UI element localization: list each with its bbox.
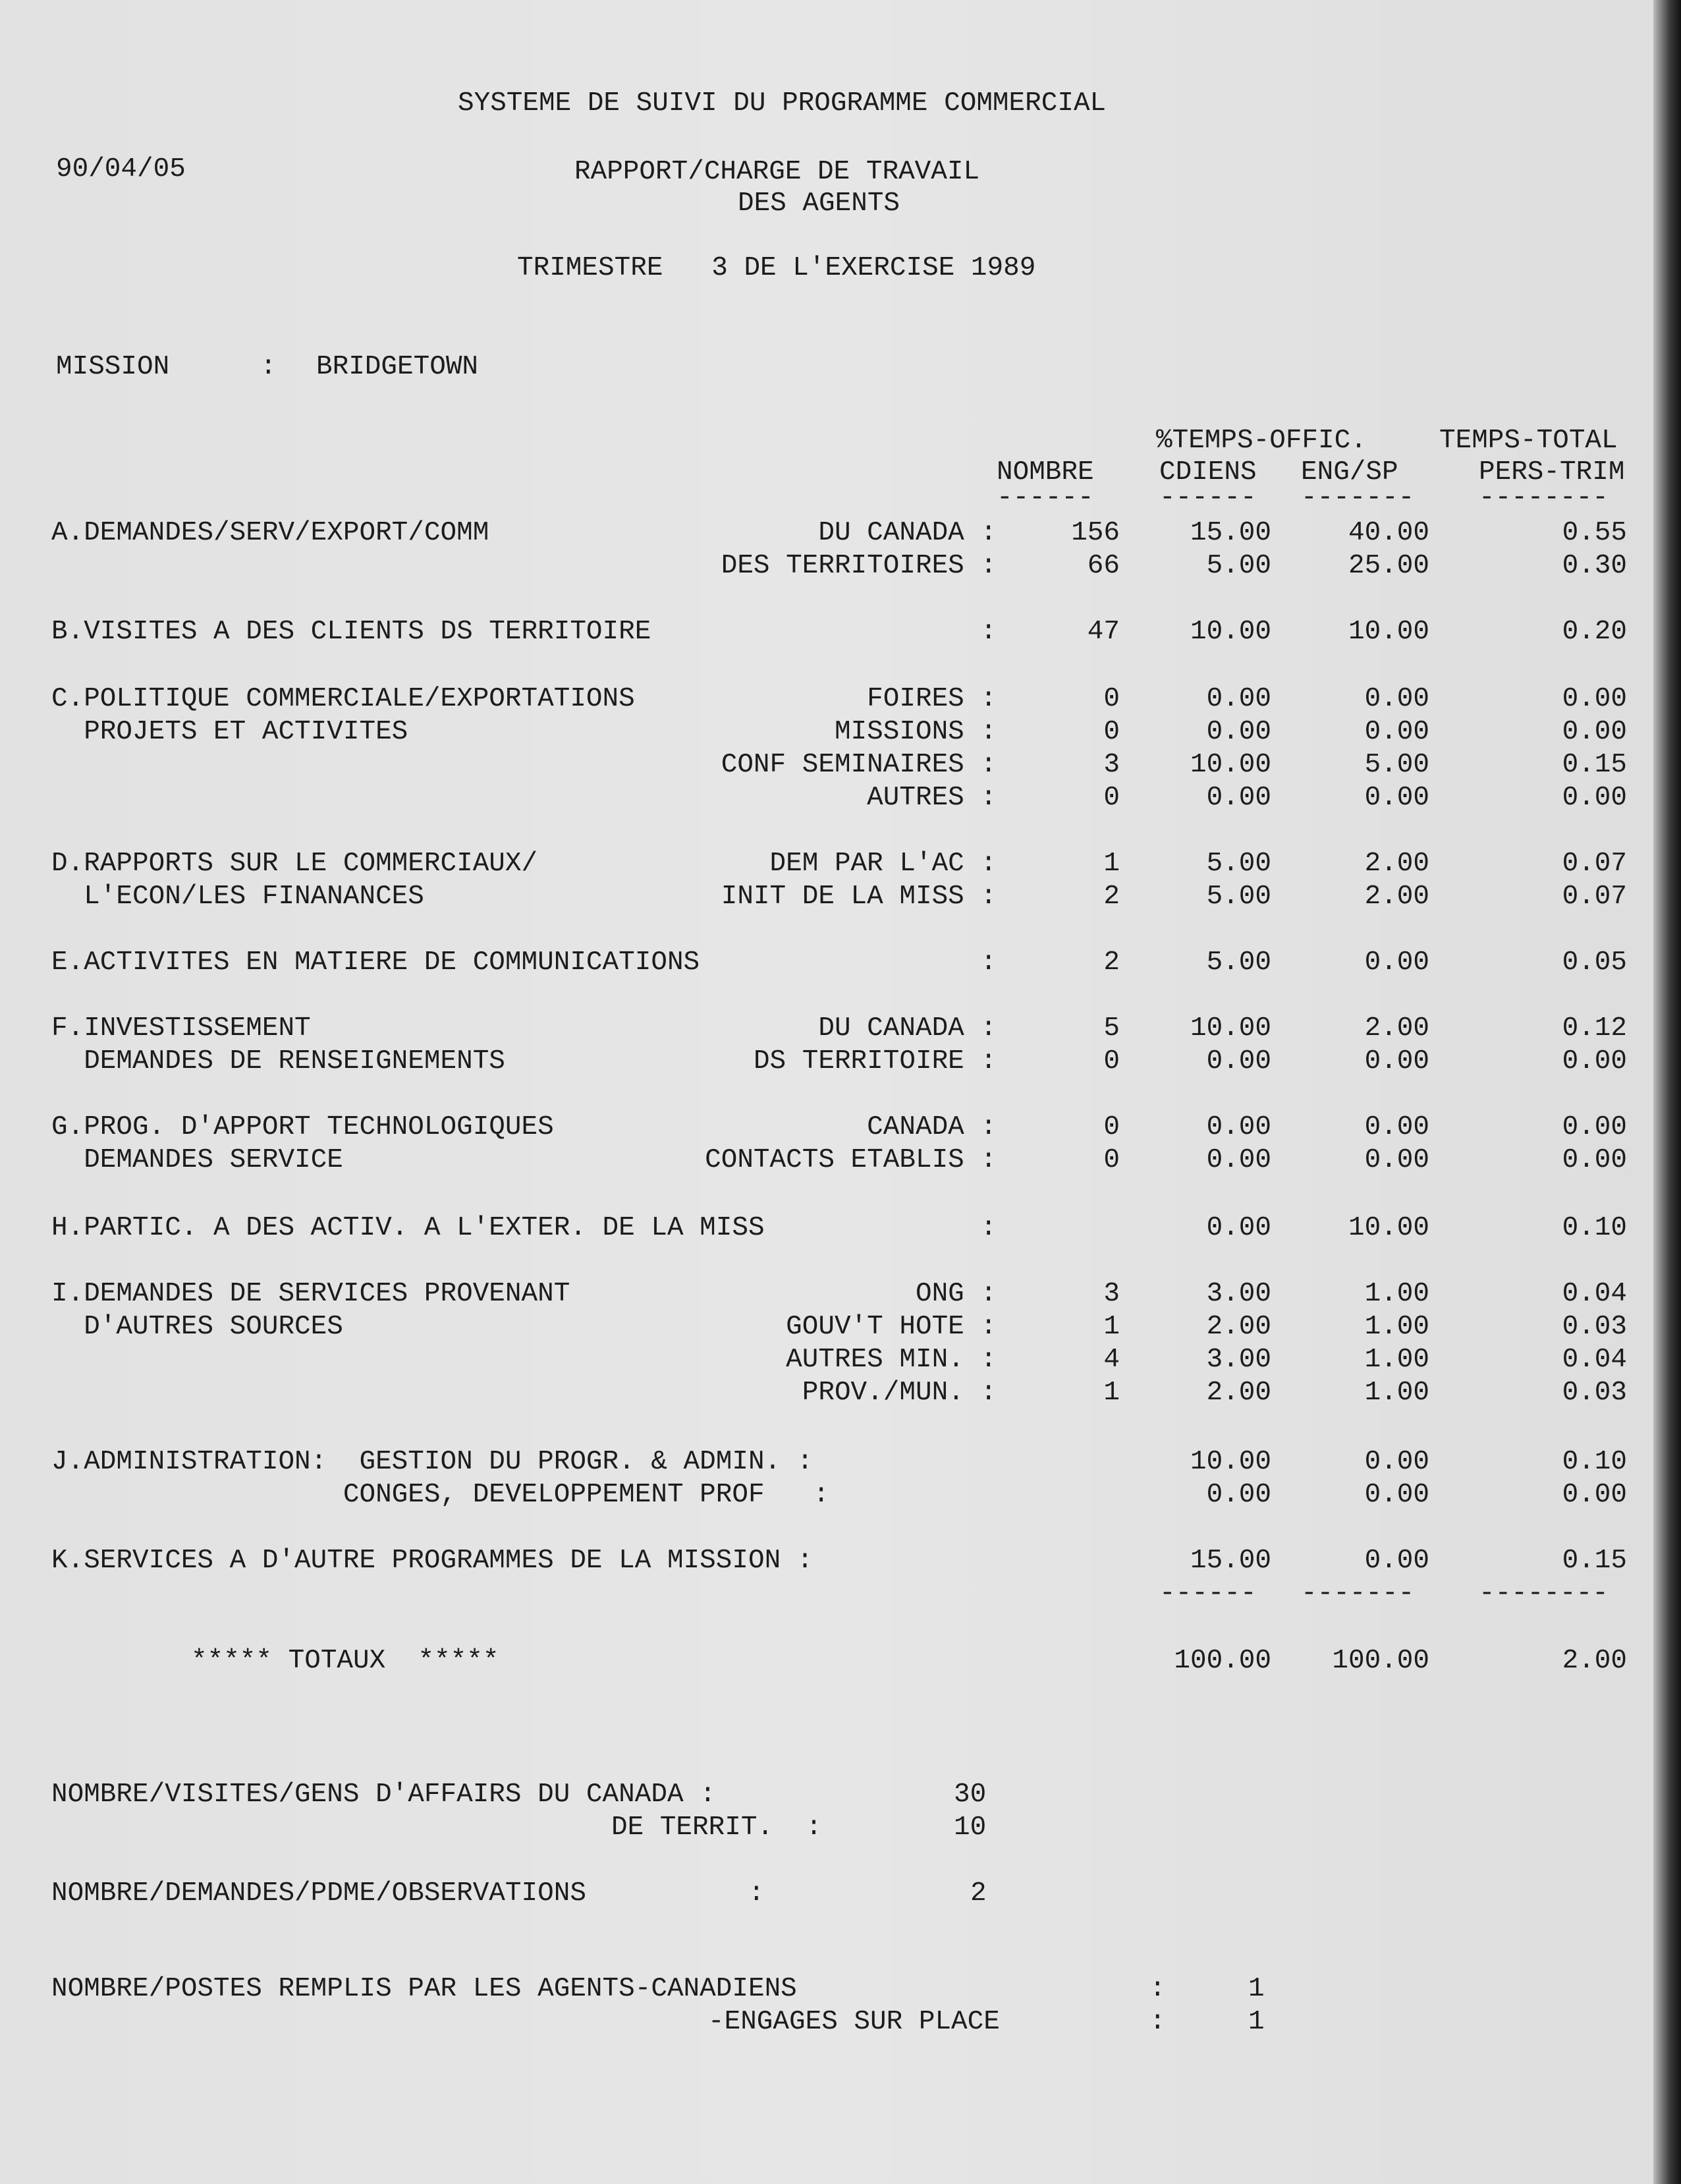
row-engsp: 0.00: [1364, 717, 1429, 747]
report-period: TRIMESTRE 3 DE L'EXERCISE 1989: [517, 253, 1036, 283]
row-cdiens: 10.00: [1190, 750, 1271, 780]
mission-label: MISSION: [56, 352, 170, 382]
row-label: H.PARTIC. A DES ACTIV. A L'EXTER. DE LA MISS: [51, 1213, 765, 1243]
row-nombre: 2: [1103, 947, 1120, 978]
row-label: K.SERVICES A D'AUTRE PROGRAMMES DE LA MISSION :: [51, 1546, 813, 1576]
row-sublabel: DU CANADA :: [818, 518, 997, 548]
col-group-temps-offic: %TEMPS-OFFIC.: [1156, 426, 1367, 456]
col-underline-cdiens: ------: [1159, 483, 1257, 513]
visits-canada-value: 30: [954, 1779, 987, 1810]
row-nombre: 0: [1103, 1145, 1120, 1175]
row-engsp: 10.00: [1348, 617, 1429, 647]
row-label: D.RAPPORTS SUR LE COMMERCIAUX/: [51, 849, 538, 879]
row-cdiens: 0.00: [1206, 783, 1271, 813]
row-label: C.POLITIQUE COMMERCIALE/EXPORTATIONS: [51, 684, 635, 714]
page-binding-edge: [1653, 0, 1681, 2184]
row-perstrim: 0.00: [1562, 717, 1627, 747]
report-subtitle: DES AGENTS: [738, 188, 900, 219]
row-engsp: 2.00: [1364, 1013, 1429, 1044]
row-sublabel: ONG :: [915, 1279, 997, 1309]
col-header-cdiens: CDIENS: [1159, 457, 1257, 488]
row-sublabel: :: [980, 1213, 997, 1243]
total-underline-engsp: -------: [1301, 1579, 1415, 1609]
row-perstrim: 0.15: [1562, 1546, 1627, 1576]
postes-canadiens-sep: :: [1149, 1974, 1166, 2004]
pdme-value: 2: [970, 1878, 987, 1909]
row-label: L'ECON/LES FINANANCES: [51, 882, 424, 912]
row-cdiens: 0.00: [1206, 684, 1271, 714]
row-sublabel: PROV./MUN. :: [802, 1378, 997, 1408]
row-perstrim: 0.55: [1562, 518, 1627, 548]
postes-canadiens-label: NOMBRE/POSTES REMPLIS PAR LES AGENTS-CANADIENS: [51, 1974, 797, 2004]
row-sublabel: AUTRES :: [867, 783, 997, 813]
row-nombre: 0: [1103, 783, 1120, 813]
mission-separator: :: [260, 352, 277, 382]
total-underline-cdiens: ------: [1159, 1579, 1257, 1609]
row-sublabel: CONF SEMINAIRES :: [721, 750, 997, 780]
row-engsp: 2.00: [1364, 849, 1429, 879]
row-sublabel: :: [980, 947, 997, 978]
row-label: DEMANDES DE RENSEIGNEMENTS: [51, 1046, 505, 1077]
row-engsp: 40.00: [1348, 518, 1429, 548]
row-cdiens: 15.00: [1190, 518, 1271, 548]
row-cdiens: 5.00: [1206, 882, 1271, 912]
row-nombre: 1: [1103, 1312, 1120, 1342]
row-label: PROJETS ET ACTIVITES: [51, 717, 408, 747]
total-engsp: 100.00: [1332, 1646, 1429, 1676]
col-group-temps-total: TEMPS-TOTAL: [1439, 426, 1618, 456]
row-label: CONGES, DEVELOPPEMENT PROF :: [51, 1480, 829, 1510]
row-nombre: 5: [1103, 1013, 1120, 1044]
row-label: A.DEMANDES/SERV/EXPORT/COMM: [51, 518, 489, 548]
row-perstrim: 0.03: [1562, 1312, 1627, 1342]
row-sublabel: CONTACTS ETABLIS :: [705, 1145, 997, 1175]
row-engsp: 25.00: [1348, 551, 1429, 581]
col-underline-engsp: -------: [1301, 483, 1415, 513]
row-sublabel: DU CANADA :: [818, 1013, 997, 1044]
row-perstrim: 0.30: [1562, 551, 1627, 581]
row-cdiens: 5.00: [1206, 551, 1271, 581]
row-engsp: 0.00: [1364, 783, 1429, 813]
row-cdiens: 15.00: [1190, 1546, 1271, 1576]
row-label: I.DEMANDES DE SERVICES PROVENANT: [51, 1279, 570, 1309]
row-cdiens: 0.00: [1206, 1046, 1271, 1077]
row-label: G.PROG. D'APPORT TECHNOLOGIQUES: [51, 1112, 554, 1142]
row-engsp: 0.00: [1364, 1145, 1429, 1175]
row-sublabel: DS TERRITOIRE :: [753, 1046, 997, 1077]
row-perstrim: 0.00: [1562, 684, 1627, 714]
row-sublabel: GOUV'T HOTE :: [786, 1312, 997, 1342]
row-perstrim: 0.00: [1562, 1112, 1627, 1142]
row-nombre: 0: [1103, 1112, 1120, 1142]
row-engsp: 1.00: [1364, 1312, 1429, 1342]
row-nombre: 156: [1071, 518, 1120, 548]
row-nombre: 3: [1103, 1279, 1120, 1309]
col-header-engsp: ENG/SP: [1301, 457, 1398, 488]
system-title: SYSTEME DE SUIVI DU PROGRAMME COMMERCIAL: [458, 88, 1107, 119]
row-engsp: 0.00: [1364, 1546, 1429, 1576]
row-cdiens: 5.00: [1206, 947, 1271, 978]
col-header-nombre: NOMBRE: [997, 457, 1094, 488]
report-date: 90/04/05: [56, 154, 186, 184]
row-perstrim: 0.10: [1562, 1447, 1627, 1477]
col-header-perstrim: PERS-TRIM: [1479, 457, 1625, 488]
row-perstrim: 0.15: [1562, 750, 1627, 780]
row-sublabel: :: [980, 617, 997, 647]
row-cdiens: 5.00: [1206, 849, 1271, 879]
row-engsp: 1.00: [1364, 1279, 1429, 1309]
row-cdiens: 2.00: [1206, 1378, 1271, 1408]
row-perstrim: 0.03: [1562, 1378, 1627, 1408]
row-sublabel: DES TERRITOIRES :: [721, 551, 997, 581]
row-cdiens: 10.00: [1190, 617, 1271, 647]
row-nombre: 66: [1087, 551, 1120, 581]
row-perstrim: 0.00: [1562, 1145, 1627, 1175]
row-engsp: 0.00: [1364, 1480, 1429, 1510]
row-cdiens: 10.00: [1190, 1447, 1271, 1477]
report-title: RAPPORT/CHARGE DE TRAVAIL: [574, 157, 980, 187]
row-nombre: 0: [1103, 684, 1120, 714]
row-sublabel: CANADA :: [867, 1112, 997, 1142]
row-nombre: 2: [1103, 882, 1120, 912]
row-nombre: 3: [1103, 750, 1120, 780]
visits-territ-label: DE TERRIT. :: [611, 1812, 822, 1843]
row-nombre: 47: [1087, 617, 1120, 647]
row-label: D'AUTRES SOURCES: [51, 1312, 343, 1342]
row-engsp: 0.00: [1364, 1046, 1429, 1077]
col-underline-perstrim: --------: [1479, 483, 1609, 513]
row-cdiens: 0.00: [1206, 1213, 1271, 1243]
postes-local-label: -ENGAGES SUR PLACE: [708, 2007, 1000, 2037]
row-cdiens: 2.00: [1206, 1312, 1271, 1342]
total-perstrim: 2.00: [1562, 1646, 1627, 1676]
row-sublabel: MISSIONS :: [834, 717, 997, 747]
row-sublabel: FOIRES :: [867, 684, 997, 714]
row-perstrim: 0.07: [1562, 849, 1627, 879]
row-cdiens: 0.00: [1206, 1145, 1271, 1175]
total-cdiens: 100.00: [1174, 1646, 1271, 1676]
row-cdiens: 0.00: [1206, 1480, 1271, 1510]
row-sublabel: DEM PAR L'AC :: [769, 849, 997, 879]
row-label: DEMANDES SERVICE: [51, 1145, 343, 1175]
row-engsp: 0.00: [1364, 1112, 1429, 1142]
row-perstrim: 0.00: [1562, 783, 1627, 813]
row-cdiens: 3.00: [1206, 1345, 1271, 1375]
row-sublabel: INIT DE LA MISS :: [721, 882, 997, 912]
row-perstrim: 0.10: [1562, 1213, 1627, 1243]
postes-canadiens-value: 1: [1248, 1974, 1265, 2004]
row-cdiens: 10.00: [1190, 1013, 1271, 1044]
visits-canada-label: NOMBRE/VISITES/GENS D'AFFAIRS DU CANADA :: [51, 1779, 716, 1810]
row-engsp: 0.00: [1364, 684, 1429, 714]
row-nombre: 4: [1103, 1345, 1120, 1375]
row-nombre: 1: [1103, 849, 1120, 879]
row-engsp: 5.00: [1364, 750, 1429, 780]
col-underline-nombre: ------: [997, 483, 1094, 513]
row-nombre: 0: [1103, 717, 1120, 747]
row-perstrim: 0.12: [1562, 1013, 1627, 1044]
row-engsp: 10.00: [1348, 1213, 1429, 1243]
postes-local-value: 1: [1248, 2007, 1265, 2037]
row-cdiens: 0.00: [1206, 1112, 1271, 1142]
row-engsp: 2.00: [1364, 882, 1429, 912]
row-perstrim: 0.20: [1562, 617, 1627, 647]
postes-local-sep: :: [1149, 2007, 1166, 2037]
row-engsp: 1.00: [1364, 1345, 1429, 1375]
row-label: E.ACTIVITES EN MATIERE DE COMMUNICATIONS: [51, 947, 700, 978]
row-sublabel: AUTRES MIN. :: [786, 1345, 997, 1375]
row-perstrim: 0.04: [1562, 1279, 1627, 1309]
row-perstrim: 0.04: [1562, 1345, 1627, 1375]
row-engsp: 0.00: [1364, 947, 1429, 978]
row-perstrim: 0.00: [1562, 1046, 1627, 1077]
row-cdiens: 3.00: [1206, 1279, 1271, 1309]
row-cdiens: 0.00: [1206, 717, 1271, 747]
row-perstrim: 0.05: [1562, 947, 1627, 978]
totals-label: ***** TOTAUX *****: [191, 1646, 499, 1676]
row-nombre: 0: [1103, 1046, 1120, 1077]
row-engsp: 0.00: [1364, 1447, 1429, 1477]
mission-value: BRIDGETOWN: [316, 352, 479, 382]
row-nombre: 1: [1103, 1378, 1120, 1408]
row-perstrim: 0.07: [1562, 882, 1627, 912]
visits-territ-value: 10: [954, 1812, 987, 1843]
row-label: B.VISITES A DES CLIENTS DS TERRITOIRE: [51, 617, 651, 647]
total-underline-perstrim: --------: [1479, 1579, 1609, 1609]
row-label: J.ADMINISTRATION: GESTION DU PROGR. & ADMIN. :: [51, 1447, 813, 1477]
row-label: F.INVESTISSEMENT: [51, 1013, 311, 1044]
row-perstrim: 0.00: [1562, 1480, 1627, 1510]
row-engsp: 1.00: [1364, 1378, 1429, 1408]
pdme-label: NOMBRE/DEMANDES/PDME/OBSERVATIONS :: [51, 1878, 765, 1909]
